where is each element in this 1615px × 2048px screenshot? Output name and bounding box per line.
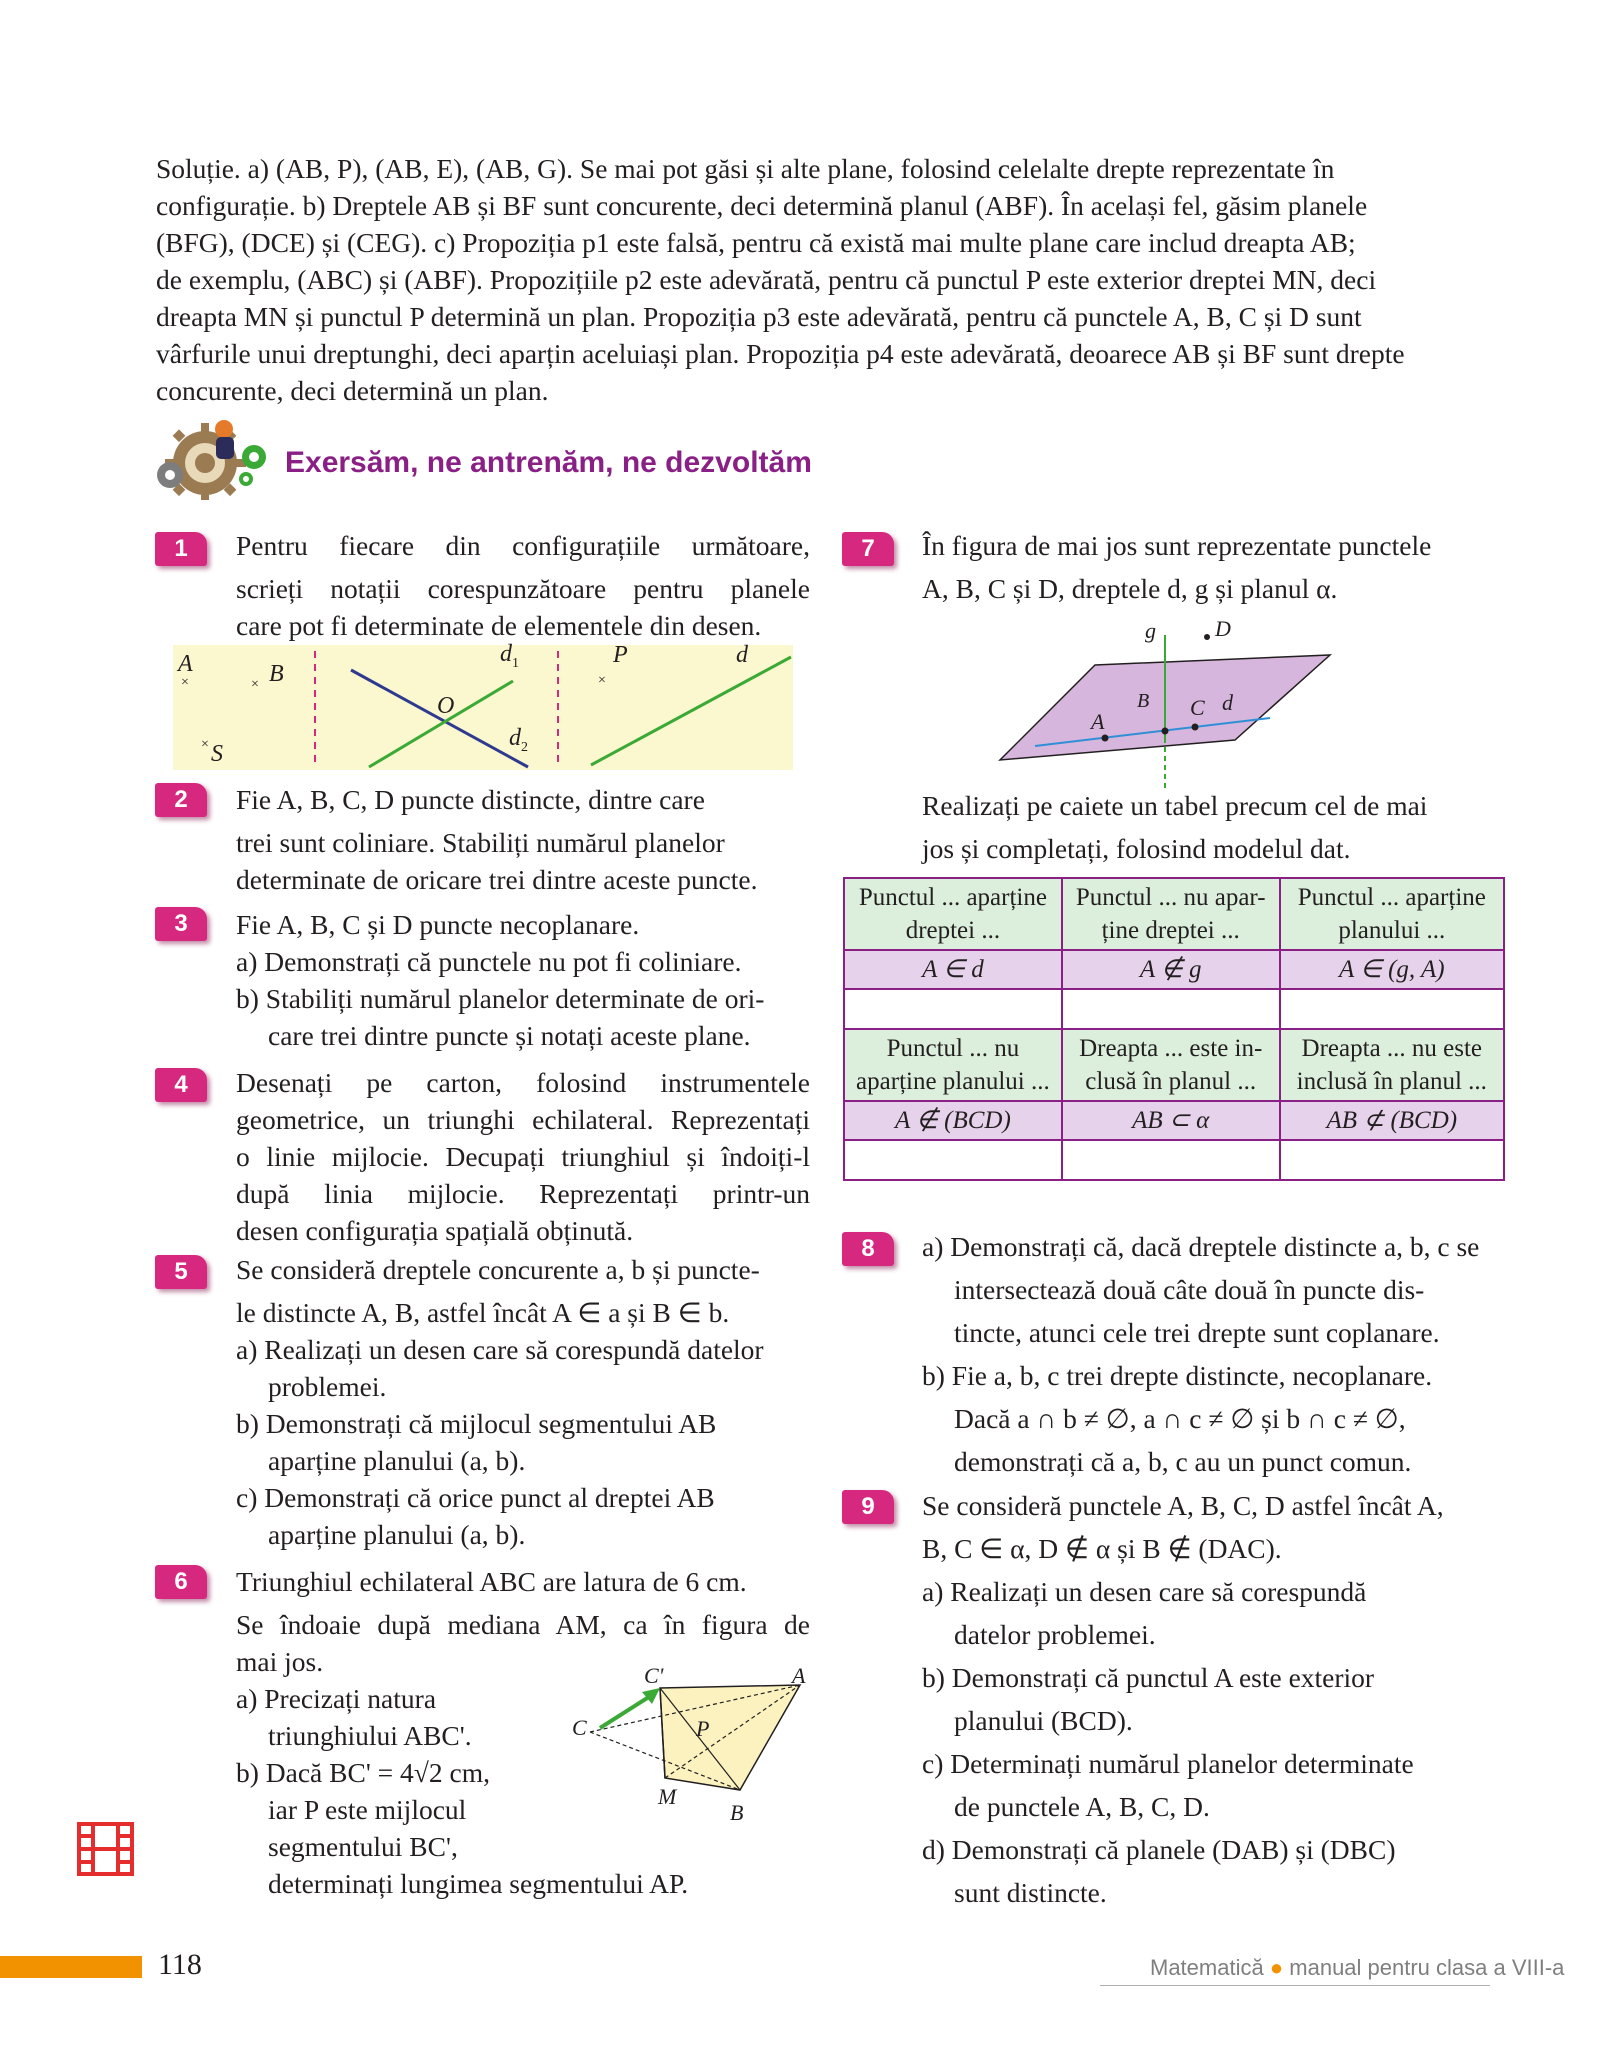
text-line: problemei. [268,1371,387,1402]
figure-label-g: g [1145,618,1156,643]
figure-label-A: A [1091,709,1105,734]
exercise-number-badge: 7 [842,532,894,566]
solution-line: vârfurile unui dreptunghi, deci aparțin aceluiași plan. Propoziția p4 este adevărată, deoarece AB și BF sunt drepte [156,338,1405,369]
figure-label-d: d [736,642,748,668]
label-subscript: 1 [512,655,519,671]
cell-line: Dreapta ... nu este [1301,1035,1483,1062]
figure-label-M: M [658,1784,677,1809]
text-line: mai jos. [236,1646,324,1677]
table-empty-cell [1062,989,1280,1029]
table-header-cell [844,1029,1062,1101]
figure-label-d2 [509,725,528,756]
text-line: b) Fie a, b, c trei drepte distincte, necoplanare. [922,1360,1433,1391]
text-line: Dacă a ∩ b ≠ ∅, a ∩ c ≠ ∅ și b ∩ c ≠ ∅, [954,1403,1406,1434]
cell-line: aparține planului ... [856,1068,1050,1095]
cell-line: dreptei ... [905,917,1001,944]
exercise-6-figure [560,1660,810,1840]
text-line: le distincte A, B, astfel încât A ∈ a și B ∈ b. [236,1297,730,1328]
text-line: tincte, atunci cele trei drepte sunt coplanare. [954,1317,1440,1348]
text-line: Desenați pe carton, folosind instrumentele [236,1067,810,1098]
solution-line: Soluție. a) (AB, P), (AB, E), (AB, G). Se mai pot găsi și alte plane, folosind celelalte drepte reprezentate în [156,153,1335,184]
text-line: triunghiului ABC'. [268,1720,472,1751]
text-line: Fie A, B, C, D puncte distincte, dintre care [236,784,705,815]
cell-line: ține dreptei ... [1101,917,1240,944]
table-cell: A ∉ g [1062,950,1280,989]
footer-orange-bar [0,1956,142,1978]
figure-label-B: B [269,661,284,687]
text-line: o linie mijlocie. Decupați triunghiul și îndoiți-l [236,1141,810,1172]
book-title: Matematică [1150,1955,1264,1980]
figure-label-B: B [1137,690,1150,712]
text-line: a) Demonstrați că punctele nu pot fi coliniare. [236,946,742,977]
point-mark: × [181,675,189,690]
table-header-row [844,1029,1504,1101]
figure-label-O: O [437,693,455,719]
text-line: A, B, C și D, dreptele d, g și planul α. [922,573,1338,604]
text-line: planului (BCD). [954,1705,1133,1736]
label-text: d [509,725,521,751]
exercise-number-badge: 3 [155,907,207,941]
book-subtitle: manual pentru clasa a VIII-a [1289,1955,1565,1980]
table-empty-cell [1280,989,1504,1029]
text-line: demonstrați că a, b, c au un punct comun. [954,1446,1412,1477]
text-line: sunt distincte. [954,1877,1107,1908]
text-line: intersectează două câte două în puncte dis- [954,1274,1425,1305]
text-line: d) Demonstrați că planele (DAB) și (DBC) [922,1834,1396,1865]
solution-line: configurație. b) Dreptele AB și BF sunt concurente, deci determină planul (ABF). În același fel, găsim planele [156,190,1368,221]
text-line: după linia mijlocie. Reprezentați printr-un [236,1178,810,1209]
solution-line: (BFG), (DCE) și (CEG). c) Propoziția p1 este falsă, pentru că există mai multe plane care includ dreapta AB; [156,227,1356,258]
exercise-number-badge: 4 [155,1068,207,1102]
text-line: c) Determinați numărul planelor determinate [922,1748,1414,1779]
solution-line: concurente, deci determină un plan. [156,375,549,406]
figure-label-C: C [572,1715,587,1740]
text-line: Se îndoaie după mediana AM, ca în figura de [236,1609,810,1640]
cell-line: inclusă în planul ... [1296,1068,1487,1095]
table-cell: A ∈ d [844,950,1062,989]
figure-label-P: P [613,642,628,668]
cell-line: clusă în planul ... [1085,1068,1257,1095]
exercise-7-table [843,877,1505,1181]
cell-line: Punctul ... aparține [1297,884,1486,911]
text-line: Se consideră punctele A, B, C, D astfel încât A, [922,1490,1444,1521]
text-line: Realizați pe caiete un tabel precum cel de mai [922,790,1428,821]
figure-label-C: C [1190,695,1205,720]
text-line: desen configurația spațială obținută. [236,1215,634,1246]
text-line: b) Demonstrați că mijlocul segmentului AB [236,1408,717,1439]
footer-rule [1100,1985,1490,1986]
cell-line: Punctul ... nu apar- [1075,884,1266,911]
exercise-number-badge: 5 [155,1255,207,1289]
text-line: Se consideră dreptele concurente a, b și puncte- [236,1254,760,1285]
figure-label-d: d [1222,690,1233,715]
section-title: Exersăm, ne antrenăm, ne dezvoltăm [285,446,812,479]
figure-label-D: D [1215,616,1231,641]
table-empty-cell [844,1140,1062,1180]
table-empty-row [844,989,1504,1029]
table-header-cell [1062,878,1280,950]
text-line: b) Dacă BC' = 4√2 cm, [236,1757,490,1788]
exercise-1-text [236,527,810,644]
footer-book-title [1150,1955,1565,1981]
text-line: iar P este mijlocul [268,1794,467,1825]
figure-label-S: S [211,741,223,767]
figure-label-A: A [792,1663,806,1688]
text-line: a) Realizați un desen care să corespundă [922,1576,1367,1607]
solution-line: dreapta MN și punctul P determină un plan. Propoziția p3 este adevărată, pentru că punctele A, B, C și D sunt [156,301,1362,332]
text-line: a) Demonstrați că, dacă dreptele distincte a, b, c se [922,1231,1480,1262]
text-line: determinate de oricare trei dintre aceste puncte. [236,864,758,895]
figure-label-B: B [730,1800,744,1825]
table-header-cell [1062,1029,1280,1101]
page-number: 118 [158,1948,202,1981]
table-row [844,950,1504,989]
figure-label-P: P [696,1716,710,1741]
exercise-2-text [236,781,810,898]
text-line: datelor problemei. [954,1619,1156,1650]
text-line: determinați lungimea segmentului AP. [268,1868,689,1899]
exercise-4-text [236,1064,810,1249]
exercise-1-figure [173,641,793,770]
text-line: b) Stabiliți numărul planelor determinate de ori- [236,983,765,1014]
figure-label-A: A [178,651,193,677]
text-line: aparține planului (a, b). [268,1445,526,1476]
exercise-7-after-text [922,787,1497,867]
text-line: segmentului BC', [268,1831,458,1862]
text-line: care trei dintre puncte și notați aceste plane. [268,1020,751,1051]
table-header-cell [1280,1029,1504,1101]
exercise-number-badge: 2 [155,783,207,817]
text-line: a) Precizați natura [236,1683,437,1714]
label-text: d [500,641,512,667]
text-line: c) Demonstrați că orice punct al dreptei AB [236,1482,715,1513]
table-empty-cell [1280,1140,1504,1180]
exercise-number-badge: 1 [155,532,207,566]
exercise-7-text [922,527,1497,607]
text-line: Triunghiul echilateral ABC are latura de 6 cm. [236,1566,747,1597]
text-line: B, C ∈ α, D ∉ α și B ∉ (DAC). [922,1533,1282,1564]
table-header-cell [1280,878,1504,950]
cell-line: Dreapta ... este in- [1079,1035,1263,1062]
exercise-9-text [922,1487,1497,1911]
text-line: geometrice, un triunghi echilateral. Reprezentați [236,1104,810,1135]
bullet-icon: ● [1269,1955,1284,1980]
table-cell: A ∉ (BCD) [844,1101,1062,1140]
table-empty-cell [844,989,1062,1029]
text-line: care pot fi determinate de elementele din desen. [236,610,762,641]
table-cell: A ∈ (g, A) [1280,950,1504,989]
text-line: În figura de mai jos sunt reprezentate punctele [922,530,1432,561]
table-empty-row [844,1140,1504,1180]
exercise-number-badge: 9 [842,1490,894,1524]
exercise-3-text [236,906,810,1054]
text-line: a) Realizați un desen care să corespundă datelor [236,1334,764,1365]
film-icon [77,1822,134,1876]
exercise-8-text [922,1228,1497,1480]
label-subscript: 2 [521,739,528,755]
cell-line: Punctul ... aparține [858,884,1047,911]
table-cell: AB ⊄ (BCD) [1280,1101,1504,1140]
point-mark: × [598,673,606,688]
text-line: Pentru fiecare din configurațiile următoare, [236,530,810,561]
figure-label-C-prime: C' [644,1663,664,1688]
table-empty-cell [1062,1140,1280,1180]
figure-label-d1 [500,641,519,672]
text-line: scrieți notații corespunzătoare pentru planele [236,573,810,604]
cell-line: planului ... [1338,917,1446,944]
cell-line: Punctul ... nu [886,1035,1020,1062]
text-line: jos și completați, folosind modelul dat. [922,833,1351,864]
text-line: de punctele A, B, C, D. [954,1791,1210,1822]
text-line: trei sunt coliniare. Stabiliți numărul planelor [236,827,725,858]
exercise-number-badge: 6 [155,1565,207,1599]
exercise-number-badge: 8 [842,1232,894,1266]
gears-icon [150,415,275,500]
table-header-row [844,878,1504,950]
exercise-7-figure [995,616,1340,790]
text-line: b) Demonstrați că punctul A este exterior [922,1662,1375,1693]
solution-line: de exemplu, (ABC) și (ABF). Propozițiile p2 este adevărată, pentru că punctul P este exterior dreptei MN, deci [156,264,1377,295]
text-line: aparține planului (a, b). [268,1519,526,1550]
exercise-5-text [236,1251,810,1553]
point-mark: × [251,677,259,692]
table-row [844,1101,1504,1140]
text-line: Fie A, B, C și D puncte necoplanare. [236,909,640,940]
solution-paragraph [156,150,1486,409]
table-header-cell [844,878,1062,950]
table-cell: AB ⊂ α [1062,1101,1280,1140]
point-mark: × [201,737,209,752]
